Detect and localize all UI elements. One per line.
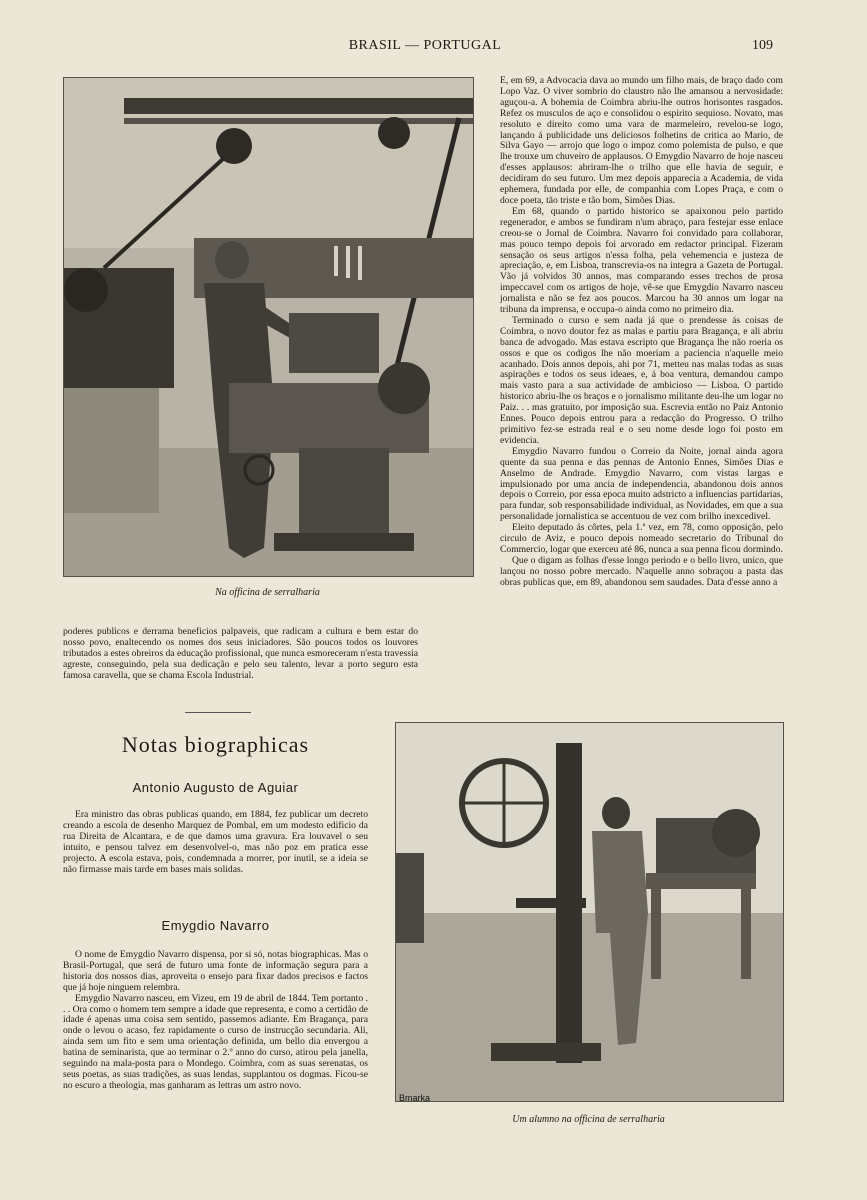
workshop-photo: [63, 77, 474, 577]
paragraph: Era ministro das obras publicas quando, em 1884, fez publicar um decreto creando a escola de desenho Marquez de Pombal, em um modesto edificio da rua Direita de Alcantara, e de que damos uma gravura. Era louvavel o seu intuito, e pensou talvez em desenvolvel-o, mas não poz em pratica esse projecto. A escola estava, pois, condemnada a morrer, por inutil, se a ideia se não firmasse mais tarde em bases mais solidas.: [63, 809, 368, 875]
paragraph: Que o digam as folhas d'esse longo periodo e o bello livro, unico, que lançou no nosso pobre mercado. N'aquelle anno sobraçou a pasta das obras publicas que, em 89, abandonou sem saudades. Data d'esse anno a: [500, 554, 783, 588]
aguiar-text: [63, 810, 368, 875]
paragraph: Em 68, quando o partido historico se apaixonou pelo partido regenerador, e ambos se fundiram n'um abraço, para festejar esse enlace creou-se o Jornal de Coimbra. Navarro foi convidado para collaborar, mas pouco tempo depois foi arvorado em redactor principal. Fizeram sensação os seus artigos n'essa folha, pela vehemencia e justeza de apreciação, e, em Lisboa, transcrevia-os na integra a Gazeta de Portugal. Vão já volvidos 30 annos, mas comparando esses trechos de prosa impeccavel com os artigos de hoje, vê-se que Emygdio Navarro nasceu jornalista e não se fez aos poucos. Marcou ha 30 annos um logar na tribuna da imprensa, e occupa-o ainda como no primeiro dia.: [500, 205, 783, 316]
paragraph: E, em 69, a Advocacia dava ao mundo um filho mais, de braço dado com Lopo Vaz. O viver sombrio do claustro não lhe amansou a nervosidade: aguçou-a. A bohemia de Coimbra abriu-lhe outros horisontes rasgados. Refez os musculos de aço e consolidou o espirito sequioso. Novato, mas resoluto e direito como uma vara de marmeleiro, revelou-se logo, lançando á publicidade uns deliciosos folhetins de critica ao Mario, de Silva Gayo — arrojo que logo o impoz como polemista de pulso, e que lhe trouxe um chuveiro de applausos. O Emygdio Navarro de hoje nasceu d'esses applausos: abriram-lhe o trilho que elle havia de seguir, e decidiram do seu futuro. Um mez depois apparecia a Academia, de vida ephemera, fundada por elle, de companhia com Lopes Praça, e com o doce poeta, tão triste e tão bom, Simões Dias.: [500, 75, 783, 206]
biography-heading: Antonio Augusto de Aguiar: [132, 780, 299, 795]
paragraph: poderes publicos e derrama beneficios palpaveis, que radicam a cultura e bem estar do nosso povo, enaltecendo os nomes dos seus iniciadores. São poucos todos os louvores tributados a estes obreiros da educação profissional, que nunca esmoreceram n'esta travessia agreste, conseguindo, pela sua dedicação e pelo seu talento, levar a porto seguro esta famosa caravella, que se chama Escola Industrial.: [63, 626, 418, 681]
student-photo: [395, 722, 784, 1102]
paragraph: O nome de Emygdio Navarro dispensa, por si só, notas biographicas. Mas o Brasil-Portugal, que será de futuro uma fonte de informação segura para a historia dos nossos dias, aproveita o ensejo para fixar dados precisos e factos que já hoje ninguem relembra.: [63, 949, 368, 993]
top-photo-caption: Na officina de serralharia: [215, 587, 320, 598]
navarro-text: [63, 950, 368, 1092]
right-column-text: [500, 76, 783, 589]
biography-heading: Emygdio Navarro: [161, 918, 270, 933]
page-header: [0, 38, 867, 58]
section-title: Notas biographicas: [121, 732, 310, 757]
separator: [185, 712, 251, 713]
paragraph: Eleito deputado ás côrtes, pela 1.ª vez, em 78, como opposição, pelo circulo de Aviz, e pouco depois nomeado secretario do Tribunal do Commercio, logar que exerceu até 86, nunca a sua penna ficou dormindo.: [500, 522, 783, 555]
paragraph: Emygdio Navarro nasceu, em Vizeu, em 19 de abril de 1844. Tem portanto . . . Ora como o homem tem sempre a idade que representa, e como a certidão de idade é apenas uma coisa sem sentido, passemos adiante. Em Bragança, para onde o levou o acaso, fez rapidamente o curso de instrucção secundaria. Ali, ainda sem um fito e sem uma orientação definida, um bello dia envergou a batina de seminarista, que ao terminar o 2.º anno do curso, atirou pela janella, seguindo na mala-posta para o Mondego. Coimbra, com as suas serenatas, os seus poetas, as suas tradições, as suas lendas, supplantou os dogmas. Ficou-se no escuro a theologia, mas ganharam as lettras um astro novo.: [63, 992, 369, 1091]
paragraph: Terminado o curso e sem nada já que o prendesse ás coisas de Coimbra, o novo doutor fez as malas e partiu para Bragança, e ali abriu banca de advogado. Mas estava escripto que Bragança lhe não roeria os ossos e que os codigos lhe não moeriam a paciencia n'aquelle meio acanhado. Dois annos depois, ahi por 71, metteu nas malas todas as suas aspirações e todos os seus ideaes, e, á boa ventura, demandou campo mais vasto para a sua actividade de ambicioso — Lisboa. O partido historico abriu-lhe os braços e o jornalismo militante deu-lhe um logar no Paiz. . . mas gratuito, por imposição sua. Escrevia então no Paiz Antonio Ennes. Pouco depois entrou para a redacção do Progresso. O trilho primitivo fez-se estrada real e o seu nome desde logo foi posto em evidencia.: [500, 314, 783, 446]
bottom-photo-caption: Um alumno na officina de serralharia: [512, 1114, 665, 1125]
intro-text: [63, 627, 418, 682]
running-title: BRASIL — PORTUGAL: [348, 38, 502, 53]
page-number: 109: [752, 38, 773, 53]
photographer-signature: Bmarka: [399, 1093, 431, 1103]
paragraph: Emygdio Navarro fundou o Correio da Noite, jornal ainda agora quente da sua penna e das pennas de Antonio Ennes, Simões Dias e Anselmo de Andrade. Emygdio Navarro, com vistas largas e impulsionado por uma ancia de independencia, abandonou dois annos depois o Correio, por essa epoca muito adstricto a influencias partidarias, para fundar, sob responsabilidade individual, as Novidades, em que a sua personalidade jornalistica se accentuou de vez com brilho inexcedivel.: [500, 445, 783, 523]
